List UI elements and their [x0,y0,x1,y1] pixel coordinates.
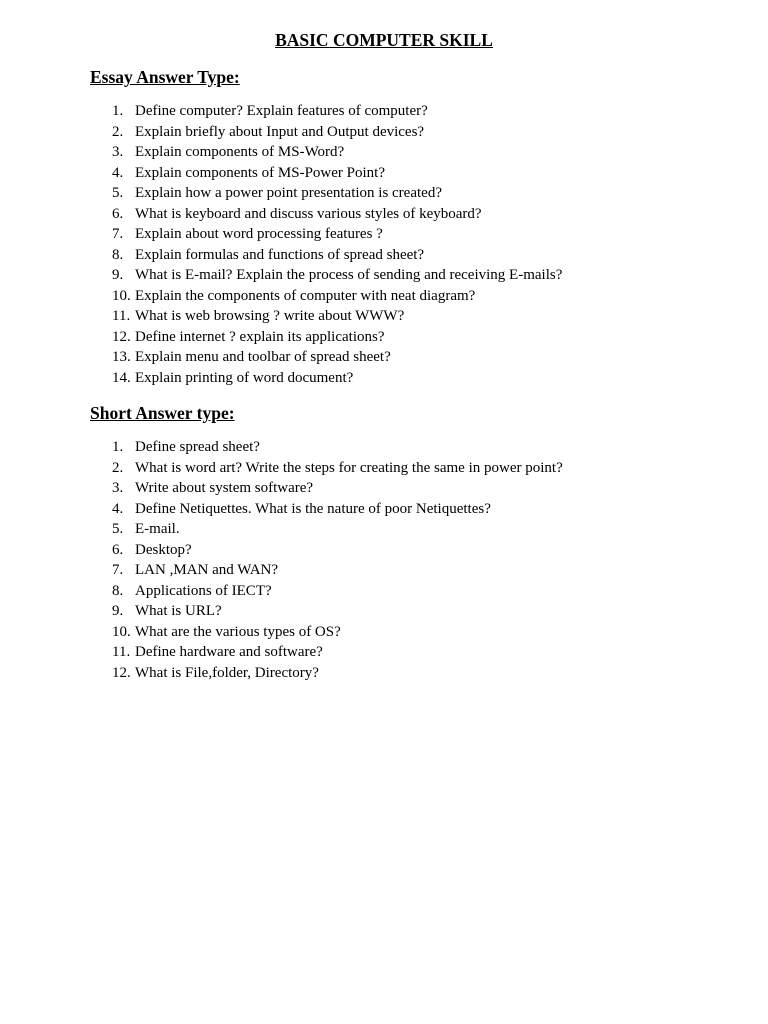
question-text: Explain printing of word document? [135,369,354,386]
question-number: 9. [112,267,124,283]
question-number: 4. [112,164,124,181]
question-number: 7. [112,562,124,578]
question-text: What is E-mail? Explain the process of sending and receiving E-mails? [135,267,563,283]
question-number: 12. [112,328,131,345]
short-section-heading: Short Answer type: [90,403,235,423]
question-text: Desktop? [135,541,192,558]
question-text: E-mail. [135,521,180,537]
question-text: Applications of IECT? [135,582,272,599]
question-number: 3. [112,480,124,496]
question-number: 11. [112,308,131,324]
question-text: LAN ,MAN and WAN? [135,562,279,578]
question-text: Define hardware and software? [135,644,323,660]
essay-section-heading: Essay Answer Type: [90,67,240,87]
document-title: BASIC COMPUTER SKILL [275,30,493,50]
question-number: 2. [112,123,124,140]
question-number: 10. [112,623,131,640]
question-number: 5. [112,521,124,537]
question-text: What is word art? Write the steps for creating the same in power point? [135,459,563,476]
question-number: 8. [112,582,124,599]
question-text: Explain how a power point presentation is created? [135,185,442,201]
question-text: What is keyboard and discuss various styles of keyboard? [135,205,482,222]
question-number: 10. [112,287,131,304]
question-text: Explain briefly about Input and Output devices? [135,123,425,140]
question-number: 12. [112,664,131,681]
question-number: 14. [112,369,131,386]
question-number: 2. [112,459,124,476]
question-text: Write about system software? [135,480,314,496]
question-text: What is URL? [135,603,222,619]
question-text: What are the various types of OS? [135,623,341,640]
question-text: Explain the components of computer with neat diagram? [135,287,476,304]
question-number: 11. [112,644,131,660]
question-number: 9. [112,603,124,619]
question-text: What is web browsing ? write about WWW? [135,308,405,324]
question-text: Explain formulas and functions of spread sheet? [135,246,425,263]
question-text: Define Netiquettes. What is the nature of poor Netiquettes? [135,500,491,517]
question-text: Define internet ? explain its applications? [135,328,385,345]
question-text: What is File,folder, Directory? [135,664,319,681]
question-number: 6. [112,541,124,558]
question-number: 5. [112,185,124,201]
question-number: 8. [112,246,124,263]
question-number: 6. [112,205,124,222]
question-text: Explain components of MS-Word? [135,144,345,160]
question-text: Define spread sheet? [135,439,260,455]
question-text: Explain menu and toolbar of spread sheet? [135,349,391,365]
question-text: Explain about word processing features ? [135,226,383,242]
question-number: 1. [112,103,124,119]
question-number: 1. [112,439,124,455]
question-text: Explain components of MS-Power Point? [135,164,385,181]
question-text: Define computer? Explain features of computer? [135,103,428,119]
question-number: 7. [112,226,124,242]
question-number: 13. [112,349,131,365]
question-number: 4. [112,500,124,517]
question-number: 3. [112,144,124,160]
